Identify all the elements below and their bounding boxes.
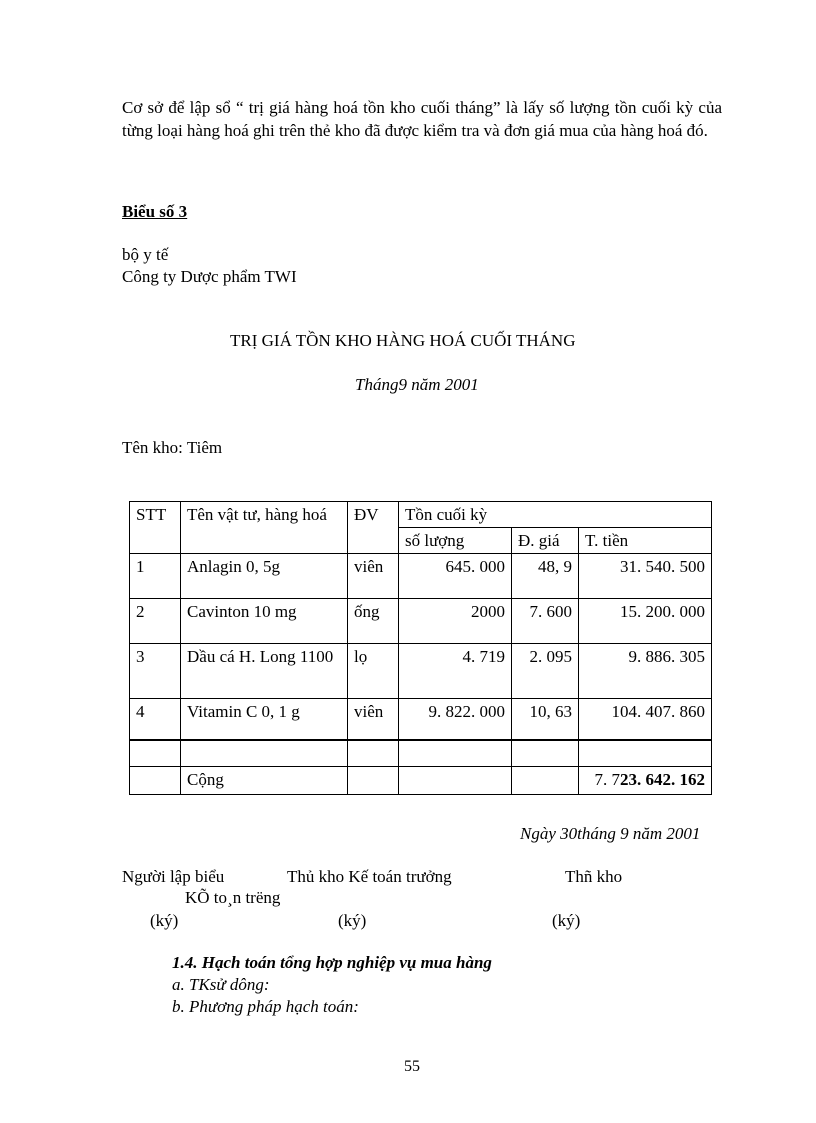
cell-unit: viên: [348, 554, 399, 599]
table-header-row: [130, 502, 712, 528]
cell-unit: ống: [348, 599, 399, 644]
cell-qty: 645. 000: [399, 554, 512, 599]
table-row: [130, 554, 712, 599]
header-amount: T. tiền: [579, 528, 712, 554]
header-group: Tồn cuối kỳ: [399, 502, 712, 528]
inventory-table: [129, 501, 712, 795]
cell-amount: 31. 540. 500: [579, 554, 712, 599]
header-qty: số lượng: [399, 528, 512, 554]
table-row: [130, 599, 712, 644]
total-rest: 23. 642. 162: [620, 770, 705, 789]
cell-qty: 9. 822. 000: [399, 699, 512, 741]
item-b: b. Phương pháp hạch toán:: [172, 997, 359, 1016]
cell-amount: 9. 886. 305: [579, 644, 712, 699]
report-subtitle: Tháng9 năm 2001: [355, 375, 479, 394]
header-name: Tên vật tư, hàng hoá: [181, 502, 348, 554]
total-label: Cộng: [181, 767, 348, 795]
cell-stt: 3: [130, 644, 181, 699]
total-prefix: 7. 7: [594, 770, 620, 789]
cell-stt: 2: [130, 599, 181, 644]
cell-qty: 4. 719: [399, 644, 512, 699]
total-amount: [579, 767, 712, 795]
table-empty-row: [130, 740, 712, 767]
cell-unit: lọ: [348, 644, 399, 699]
cell-amount: 104. 407. 860: [579, 699, 712, 741]
report-title: TRỊ GIÁ TỒN KHO HÀNG HOÁ CUỐI THÁNG: [230, 331, 576, 350]
signature-preparer: Người lập biểu: [122, 867, 225, 886]
header-price: Đ. giá: [512, 528, 579, 554]
org-line-1: bộ y tế: [122, 245, 169, 264]
cell-price: 48, 9: [512, 554, 579, 599]
item-a: a. TKsử dông:: [172, 975, 270, 994]
cell-name: Dầu cá H. Long 1100: [181, 644, 348, 699]
cell-name: Cavinton 10 mg: [181, 599, 348, 644]
signature-middle: Thủ kho Kế toán trưởng: [287, 867, 452, 886]
cell-stt: 4: [130, 699, 181, 741]
header-unit: ĐV: [348, 502, 399, 554]
signature-garbled: KÕ to¸n trëng: [185, 888, 281, 907]
section-heading: 1.4. Hạch toán tổng hợp nghiệp vụ mua hàng: [172, 953, 492, 972]
cell-price: 7. 600: [512, 599, 579, 644]
form-label: Biểu số 3: [122, 202, 188, 221]
org-line-2: Công ty Dược phẩm TWI: [122, 267, 297, 286]
table-row: [130, 644, 712, 699]
cell-price: 2. 095: [512, 644, 579, 699]
cell-amount: 15. 200. 000: [579, 599, 712, 644]
header-stt: STT: [130, 502, 181, 554]
date-line: Ngày 30tháng 9 năm 2001: [520, 824, 701, 843]
sign-mark-3: (ký): [552, 911, 581, 930]
cell-price: 10, 63: [512, 699, 579, 741]
intro-paragraph: Cơ sở để lập sổ “ trị giá hàng hoá tồn kho cuối tháng” là lấy số lượng tồn cuối kỳ của từng loại hàng hoá ghi trên thẻ kho đã được kiểm tra và đơn giá mua của hàng hoá đó.: [122, 98, 722, 140]
sign-mark-2: (ký): [338, 911, 367, 930]
table-total-row: [130, 767, 712, 795]
cell-name: Vitamin C 0, 1 g: [181, 699, 348, 741]
warehouse-name: Tên kho: Tiêm: [122, 438, 223, 457]
cell-qty: 2000: [399, 599, 512, 644]
cell-unit: viên: [348, 699, 399, 741]
page-number: 55: [404, 1058, 420, 1075]
cell-stt: 1: [130, 554, 181, 599]
table-row: [130, 699, 712, 741]
cell-name: Anlagin 0, 5g: [181, 554, 348, 599]
sign-mark-1: (ký): [150, 911, 179, 930]
signature-right: Thñ kho: [565, 867, 623, 886]
